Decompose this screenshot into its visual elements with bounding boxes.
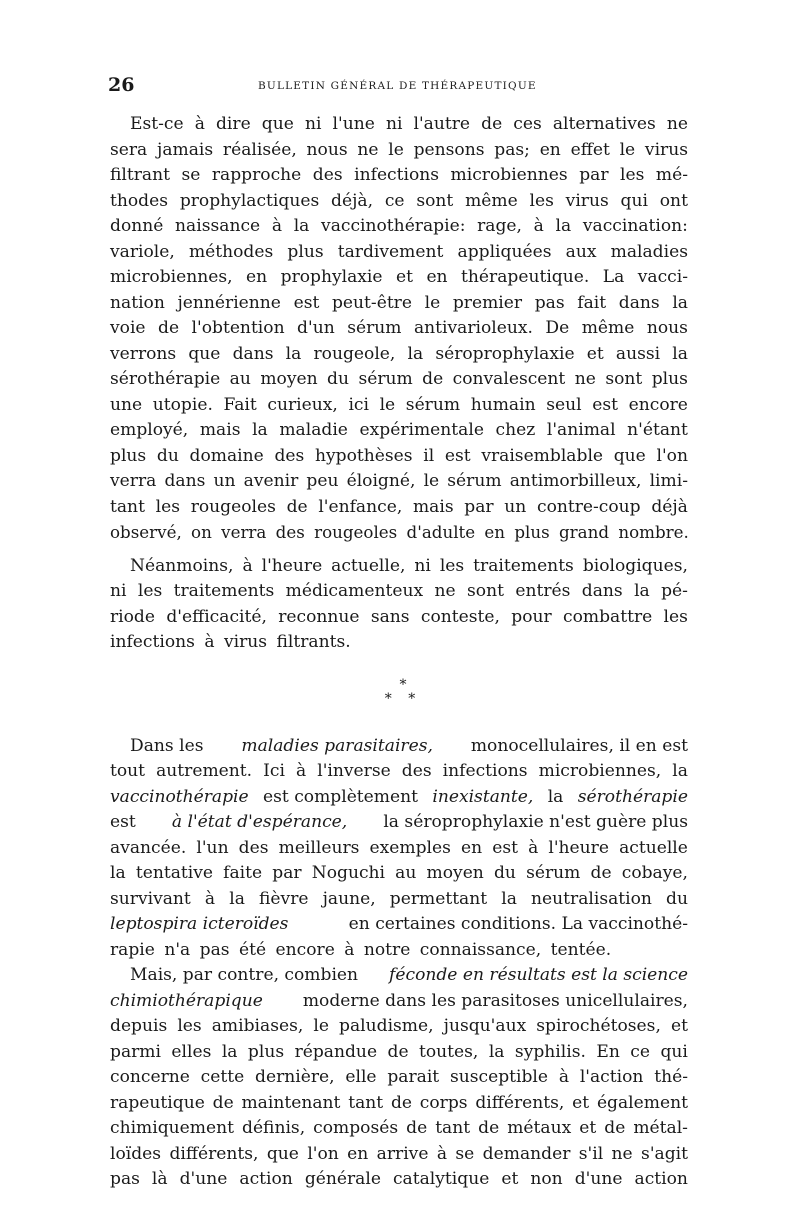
paragraph-4 [110, 963, 688, 1193]
text-line: sérothérapie au moyen du sérum de convalescent ne sont plus [110, 369, 688, 389]
text-line: microbiennes, en prophylaxie et en thérapeutique. La vacci- [110, 267, 688, 287]
text-line: est à l'état d'espérance, la séroprophylaxie n'est guère plus [110, 812, 688, 832]
text-line: pas là d'une action générale catalytique et non d'une action [110, 1169, 688, 1189]
text-line: la tentative faite par Noguchi au moyen du sérum de cobaye, [110, 863, 688, 883]
text-line: loïdes différents, que l'on en arrive à se demander s'il ne s'agit [110, 1143, 688, 1164]
paragraph-1 [110, 112, 688, 546]
text-line: infections à virus filtrants. [110, 632, 351, 652]
text-line: leptospira icteroïdes en certaines conditions. La vaccinothé- [110, 914, 688, 934]
text-line: employé, mais la maladie expérimentale chez l'animal n'étant [110, 420, 688, 440]
text-line: plus du domaine des hypothèses il est vraisemblable que l'on [110, 445, 688, 466]
text-line: filtrant se rapproche des infections microbiennes par les mé- [110, 165, 688, 185]
text-line: Mais, par contre, combien féconde en résultats est la science [130, 965, 688, 985]
text-line: verra dans un avenir peu éloigné, le sérum antimorbilleux, limi- [110, 471, 688, 491]
journal-title: BULLETIN GÉNÉRAL DE THÉRAPEUTIQUE [258, 80, 537, 92]
text-line: observé, on verra des rougeoles d'adulte en plus grand nombre. [110, 522, 689, 542]
text-line: chimiquement définis, composés de tant de métaux et de métal- [110, 1118, 688, 1138]
text-line: donné naissance à la vaccinothérapie: rage, à la vaccination: [110, 216, 688, 236]
running-head [110, 70, 688, 104]
text-line: Néanmoins, à l'heure actuelle, ni les traitements biologiques, [130, 555, 688, 576]
text-line: riode d'efficacité, reconnue sans conteste, pour combattre les [110, 606, 688, 627]
text-line: Est-ce à dire que ni l'une ni l'autre de ces alternatives ne [130, 114, 688, 134]
text-line: rapeutique de maintenant tant de corps différents, et également [110, 1092, 688, 1113]
text-line: nation jennérienne est peut-être le premier pas fait dans la [110, 292, 688, 313]
text-line: chimiothérapique moderne dans les parasitoses unicellulaires, [110, 990, 688, 1011]
section-separator [110, 678, 688, 706]
text-line: tant les rougeoles de l'enfance, mais par un contre-coup déjà [110, 496, 688, 517]
text-line: voie de l'obtention d'un sérum antivarioleux. De même nous [110, 318, 688, 338]
page-number: 26 [108, 74, 135, 96]
text-line: verrons que dans la rougeole, la séroprophylaxie et aussi la [110, 343, 688, 364]
text-line: sera jamais réalisée, nous ne le pensons pas; en effet le virus [110, 139, 688, 160]
text-line: ni les traitements médicamenteux ne sont entrés dans la pé- [110, 581, 688, 601]
text-line: parmi elles la plus répandue de toutes, la syphilis. En ce qui [110, 1041, 688, 1062]
text-line: Dans les maladies parasitaires, monocellulaires, il en est [130, 735, 688, 756]
paragraph-3 [110, 734, 688, 964]
text-line: concerne cette dernière, elle parait susceptible à l'action thé- [110, 1067, 688, 1087]
text-line: variole, méthodes plus tardivement appliquées aux maladies [110, 241, 688, 262]
asterism-top: * [399, 676, 407, 693]
text-line: avancée. l'un des meilleurs exemples en est à l'heure actuelle [110, 837, 688, 858]
text-line: depuis les amibiases, le paludisme, jusqu'aux spirochétoses, et [110, 1016, 688, 1036]
paragraph-2 [110, 554, 688, 656]
book-page [110, 70, 688, 1193]
text-line: survivant à la fièvre jaune, permettant la neutralisation du [110, 888, 688, 909]
text-line: tout autrement. Ici à l'inverse des infections microbiennes, la [110, 761, 688, 781]
text-line: une utopie. Fait curieux, ici le sérum humain seul est encore [110, 394, 688, 415]
text-line: vaccinothérapie est complètement inexistante, la sérothérapie [110, 786, 688, 807]
asterism-bottom: * * [384, 690, 422, 707]
text-line: rapie n'a pas été encore à notre connaissance, tentée. [110, 939, 612, 960]
text-line: thodes prophylactiques déjà, ce sont même les virus qui ont [110, 190, 688, 211]
